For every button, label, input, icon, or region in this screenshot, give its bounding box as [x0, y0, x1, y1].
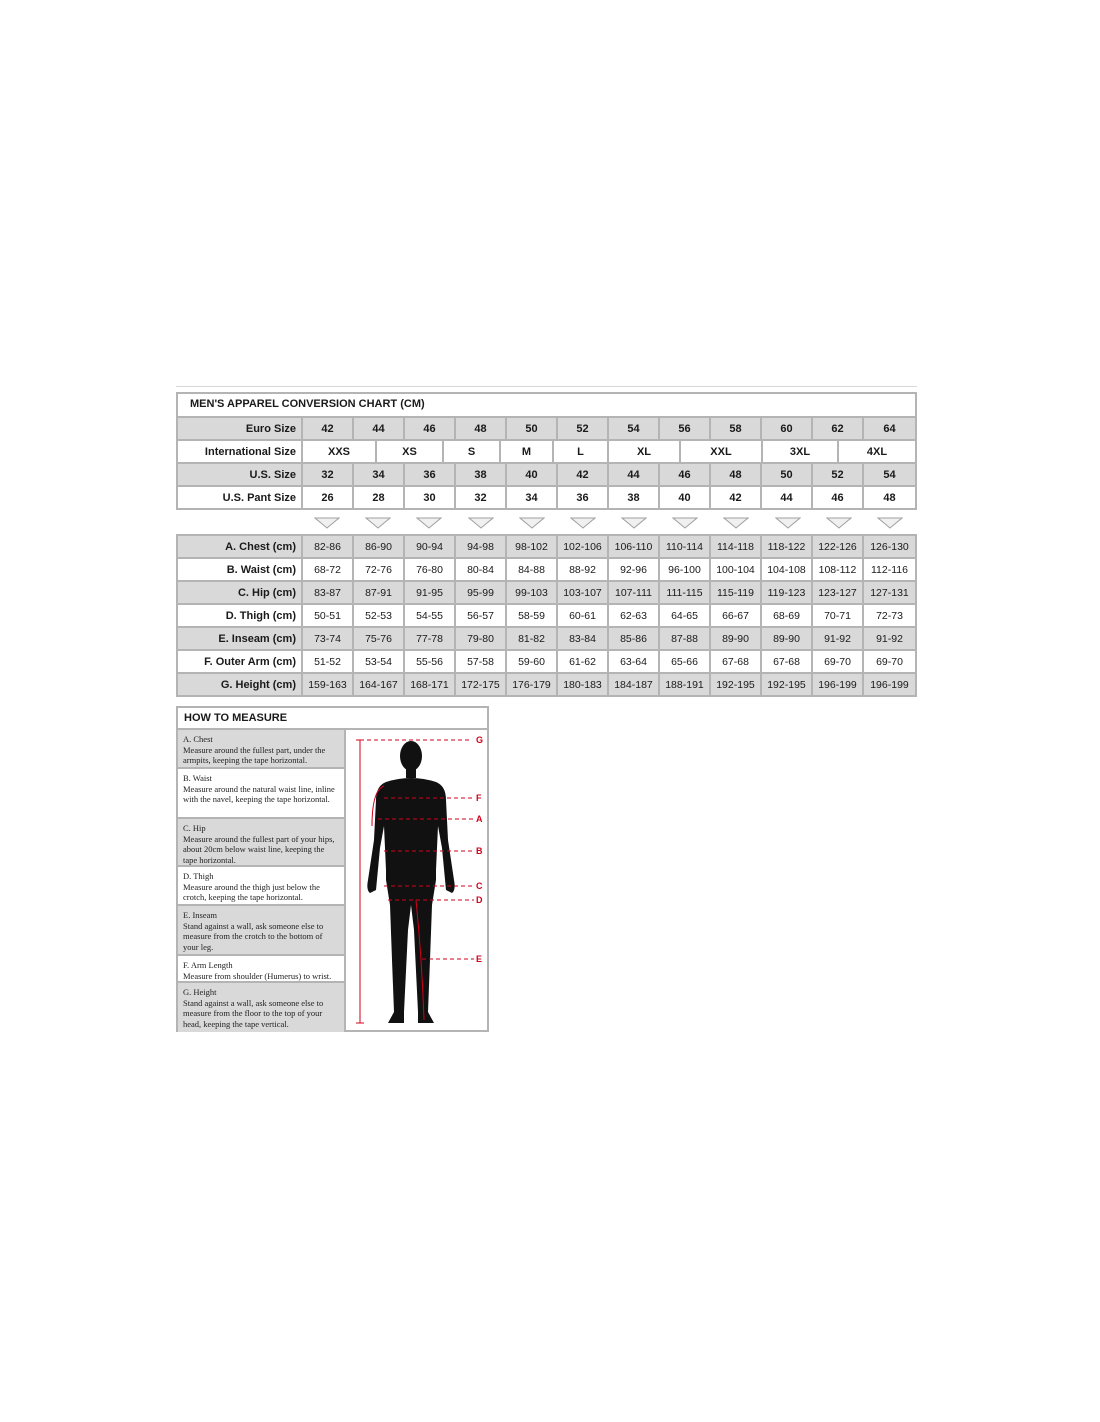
cell: 89-90 [762, 628, 813, 651]
cell: 44 [762, 487, 813, 508]
step-inseam [178, 906, 346, 956]
cell: XS [376, 441, 443, 462]
measurement-row [178, 605, 915, 628]
cell: 32 [456, 487, 507, 508]
cell: 66-67 [711, 605, 762, 628]
row-label: F. Outer Arm (cm) [178, 651, 303, 674]
cell: 69-70 [813, 651, 864, 674]
cell: 196-199 [864, 674, 915, 695]
how-to-measure-title-bar [178, 708, 487, 730]
cell: 46 [813, 487, 864, 508]
international-size-row [178, 441, 915, 464]
cell: 112-116 [864, 559, 915, 582]
cell: 76-80 [405, 559, 456, 582]
label-b: B [476, 846, 483, 856]
cell: 96-100 [660, 559, 711, 582]
cell: 57-58 [456, 651, 507, 674]
cell: 61-62 [558, 651, 609, 674]
cell: 32 [303, 464, 354, 487]
cell: 62 [813, 418, 864, 441]
cell: 70-71 [813, 605, 864, 628]
row-label: C. Hip (cm) [178, 582, 303, 605]
cell: 123-127 [813, 582, 864, 605]
cell: 38 [456, 464, 507, 487]
cell: 75-76 [354, 628, 405, 651]
cell: 44 [354, 418, 405, 441]
step-text: Measure around the natural waist line, inline with the navel, keeping the tape horizontal. [183, 783, 335, 804]
cell: 95-99 [456, 582, 507, 605]
cell: 192-195 [711, 674, 762, 695]
cell: 83-84 [558, 628, 609, 651]
cell: 106-110 [609, 536, 660, 559]
cell: 50 [762, 464, 813, 487]
cell: 72-76 [354, 559, 405, 582]
label-e: E [476, 954, 483, 964]
cell: 90-94 [405, 536, 456, 559]
cell: 48 [864, 487, 915, 508]
cell: 83-87 [303, 582, 354, 605]
size-table [176, 416, 917, 510]
step-name: F. Arm Length [183, 960, 233, 970]
body-measurement-figure [346, 730, 487, 1030]
cell: 65-66 [660, 651, 711, 674]
cell: 60 [762, 418, 813, 441]
label-a: A [476, 814, 483, 824]
cell: 68-69 [762, 605, 813, 628]
down-arrow-icon [723, 517, 749, 529]
row-label: A. Chest (cm) [178, 536, 303, 559]
step-name: A. Chest [183, 734, 213, 744]
row-label: U.S. Pant Size [178, 487, 303, 508]
cell: 81-82 [507, 628, 558, 651]
cell: 30 [405, 487, 456, 508]
cell: 196-199 [813, 674, 864, 695]
step-text: Stand against a wall, ask someone else to measure from the crotch to the bottom of your leg. [183, 920, 324, 952]
row-label: E. Inseam (cm) [178, 628, 303, 651]
cell: 180-183 [558, 674, 609, 695]
cell: 44 [609, 464, 660, 487]
cell: 100-104 [711, 559, 762, 582]
chart-title: MEN'S APPAREL CONVERSION CHART (CM) [190, 398, 425, 410]
cell: 127-131 [864, 582, 915, 605]
how-to-measure-title: HOW TO MEASURE [184, 712, 288, 724]
down-arrow-icon [672, 517, 698, 529]
cell: 92-96 [609, 559, 660, 582]
cell: 72-73 [864, 605, 915, 628]
cell: 28 [354, 487, 405, 508]
cell: 114-118 [711, 536, 762, 559]
cell: 67-68 [762, 651, 813, 674]
cell: 88-92 [558, 559, 609, 582]
cell: 36 [405, 464, 456, 487]
cell: 107-111 [609, 582, 660, 605]
cell: 126-130 [864, 536, 915, 559]
cell: 69-70 [864, 651, 915, 674]
cell: L [553, 441, 608, 462]
cell: 3XL [762, 441, 838, 462]
cell: 38 [609, 487, 660, 508]
cell: 52 [558, 418, 609, 441]
cell: XL [608, 441, 680, 462]
body-silhouette-icon [367, 741, 454, 1023]
cell: 42 [558, 464, 609, 487]
step-text: Measure around the fullest part, under the armpits, keeping the tape horizontal. [183, 744, 326, 765]
us-size-row [178, 464, 915, 487]
cell: 103-107 [558, 582, 609, 605]
divider [176, 386, 917, 387]
cell: 58-59 [507, 605, 558, 628]
step-waist [178, 769, 346, 819]
cell: S [443, 441, 500, 462]
cell: 42 [711, 487, 762, 508]
row-label: U.S. Size [178, 464, 303, 487]
step-text: Measure around the thigh just below the crotch, keeping the tape horizontal. [183, 881, 320, 902]
cell: 51-52 [303, 651, 354, 674]
row-label: Euro Size [178, 418, 303, 441]
cell: 52-53 [354, 605, 405, 628]
step-text: Measure around the fullest part of your hips, about 20cm below waist line, keeping the tape horizontal. [183, 833, 335, 865]
row-label: G. Height (cm) [178, 674, 303, 695]
cell: 62-63 [609, 605, 660, 628]
measurement-table [176, 534, 917, 697]
cell: 122-126 [813, 536, 864, 559]
cell: 94-98 [456, 536, 507, 559]
cell: 64-65 [660, 605, 711, 628]
cell: 4XL [838, 441, 915, 462]
cell: 34 [354, 464, 405, 487]
down-arrow-icon [570, 517, 596, 529]
international-subtable [303, 441, 915, 462]
measurement-row [178, 559, 915, 582]
cell: 164-167 [354, 674, 405, 695]
cell: 176-179 [507, 674, 558, 695]
cell: 73-74 [303, 628, 354, 651]
down-arrow-icon [877, 517, 903, 529]
cell: 54 [864, 464, 915, 487]
cell: 80-84 [456, 559, 507, 582]
cell: 36 [558, 487, 609, 508]
cell: 168-171 [405, 674, 456, 695]
cell: 86-90 [354, 536, 405, 559]
cell: 79-80 [456, 628, 507, 651]
cell: 84-88 [507, 559, 558, 582]
label-d: D [476, 895, 483, 905]
cell: 91-92 [864, 628, 915, 651]
measurement-row [178, 674, 915, 695]
cell: 91-95 [405, 582, 456, 605]
label-c: C [476, 881, 483, 891]
cell: 192-195 [762, 674, 813, 695]
cell: 26 [303, 487, 354, 508]
cell: 98-102 [507, 536, 558, 559]
cell: XXS [303, 441, 376, 462]
cell: 82-86 [303, 536, 354, 559]
cell: 108-112 [813, 559, 864, 582]
cell: 50-51 [303, 605, 354, 628]
cell: 55-56 [405, 651, 456, 674]
cell: 102-106 [558, 536, 609, 559]
cell: 99-103 [507, 582, 558, 605]
step-name: G. Height [183, 987, 217, 997]
cell: 184-187 [609, 674, 660, 695]
step-chest [178, 730, 346, 769]
cell: 89-90 [711, 628, 762, 651]
step-arm-length [178, 956, 346, 983]
cell: 50 [507, 418, 558, 441]
us-pant-size-row [178, 487, 915, 508]
cell: 56-57 [456, 605, 507, 628]
cell: 48 [456, 418, 507, 441]
cell: 119-123 [762, 582, 813, 605]
cell: 77-78 [405, 628, 456, 651]
down-arrow-icon [314, 517, 340, 529]
how-to-measure-panel [176, 706, 489, 1032]
step-height [178, 983, 346, 1032]
cell: 115-119 [711, 582, 762, 605]
step-name: D. Thigh [183, 871, 214, 881]
cell: 42 [303, 418, 354, 441]
cell: 110-114 [660, 536, 711, 559]
cell: 104-108 [762, 559, 813, 582]
down-arrow-icon [621, 517, 647, 529]
down-arrow-icon [416, 517, 442, 529]
step-text: Stand against a wall, ask someone else to measure from the floor to the top of your head, keeping the tape vertical. [183, 997, 324, 1029]
cell: 64 [864, 418, 915, 441]
international-cells [303, 441, 915, 464]
cell: 46 [660, 464, 711, 487]
cell: 159-163 [303, 674, 354, 695]
cell: 91-92 [813, 628, 864, 651]
down-arrow-icon [519, 517, 545, 529]
step-thigh [178, 867, 346, 906]
euro-size-row [178, 418, 915, 441]
cell: 111-115 [660, 582, 711, 605]
cell: 53-54 [354, 651, 405, 674]
cell: 46 [405, 418, 456, 441]
cell: 54 [609, 418, 660, 441]
cell: M [500, 441, 553, 462]
cell: 58 [711, 418, 762, 441]
chart-title-bar [176, 392, 917, 418]
cell: 87-88 [660, 628, 711, 651]
down-arrow-icon [468, 517, 494, 529]
down-arrow-row [301, 515, 915, 531]
cell: 59-60 [507, 651, 558, 674]
measurement-row [178, 582, 915, 605]
cell: 87-91 [354, 582, 405, 605]
measurement-row [178, 651, 915, 674]
row-label: International Size [178, 441, 303, 464]
row-label: D. Thigh (cm) [178, 605, 303, 628]
label-f: F [476, 793, 482, 803]
step-hip [178, 819, 346, 867]
measurement-row [178, 628, 915, 651]
down-arrow-icon [775, 517, 801, 529]
cell: 60-61 [558, 605, 609, 628]
cell: 34 [507, 487, 558, 508]
step-name: E. Inseam [183, 910, 217, 920]
cell: 52 [813, 464, 864, 487]
cell: 67-68 [711, 651, 762, 674]
cell: 48 [711, 464, 762, 487]
cell: 68-72 [303, 559, 354, 582]
cell: 63-64 [609, 651, 660, 674]
step-name: B. Waist [183, 773, 212, 783]
cell: 40 [507, 464, 558, 487]
cell: 118-122 [762, 536, 813, 559]
down-arrow-icon [365, 517, 391, 529]
cell: 54-55 [405, 605, 456, 628]
step-text: Measure from shoulder (Humerus) to wrist. [183, 970, 332, 981]
step-name: C. Hip [183, 823, 206, 833]
cell: 56 [660, 418, 711, 441]
label-g: G [476, 735, 484, 745]
cell: 172-175 [456, 674, 507, 695]
measure-steps [178, 730, 346, 1032]
measurement-row [178, 536, 915, 559]
down-arrow-icon [826, 517, 852, 529]
cell: 85-86 [609, 628, 660, 651]
row-label: B. Waist (cm) [178, 559, 303, 582]
cell: XXL [680, 441, 762, 462]
cell: 40 [660, 487, 711, 508]
cell: 188-191 [660, 674, 711, 695]
